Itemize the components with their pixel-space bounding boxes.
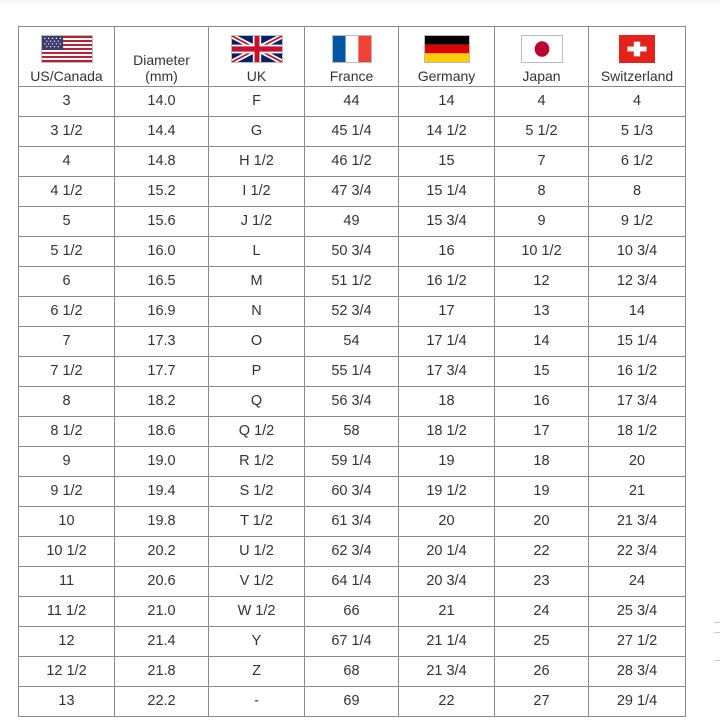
switzerland-size-cell: 27 1/2	[589, 627, 686, 657]
header-japan	[495, 27, 589, 87]
japan-size-cell: 9	[495, 207, 589, 237]
table-row	[19, 207, 686, 237]
table-row	[19, 117, 686, 147]
switzerland-size-cell: 4	[589, 87, 686, 117]
france-size-cell: 56 3/4	[305, 387, 399, 417]
table-row	[19, 537, 686, 567]
table-row	[19, 147, 686, 177]
edge-mark	[714, 632, 720, 633]
japan-size-cell: 23	[495, 567, 589, 597]
germany-size-cell: 21	[399, 597, 495, 627]
france-size-cell: 44	[305, 87, 399, 117]
switzerland-size-cell: 14	[589, 297, 686, 327]
uk-size-cell: -	[209, 687, 305, 717]
diameter-cell: 21.0	[115, 597, 209, 627]
uk-size-cell: W 1/2	[209, 597, 305, 627]
france-size-cell: 61 3/4	[305, 507, 399, 537]
japan-size-cell: 13	[495, 297, 589, 327]
japan-size-cell: 20	[495, 507, 589, 537]
germany-size-cell: 18	[399, 387, 495, 417]
us-size-cell: 8	[19, 387, 115, 417]
table-row	[19, 297, 686, 327]
diameter-cell: 19.8	[115, 507, 209, 537]
germany-size-cell: 21 1/4	[399, 627, 495, 657]
japan-size-cell: 10 1/2	[495, 237, 589, 267]
uk-size-cell: H 1/2	[209, 147, 305, 177]
japan-size-cell: 12	[495, 267, 589, 297]
japan-flag-icon	[521, 35, 563, 63]
us-size-cell: 9	[19, 447, 115, 477]
us-size-cell: 12	[19, 627, 115, 657]
header-germany	[399, 27, 495, 87]
switzerland-size-cell: 29 1/4	[589, 687, 686, 717]
diameter-cell: 20.6	[115, 567, 209, 597]
us-size-cell: 11 1/2	[19, 597, 115, 627]
uk-size-cell: Q	[209, 387, 305, 417]
france-size-cell: 51 1/2	[305, 267, 399, 297]
top-edge-shadow	[0, 0, 720, 6]
table-row	[19, 387, 686, 417]
us-size-cell: 5 1/2	[19, 237, 115, 267]
france-size-cell: 59 1/4	[305, 447, 399, 477]
header-japan-label: Japan	[522, 68, 561, 84]
germany-size-cell: 21 3/4	[399, 657, 495, 687]
france-size-cell: 64 1/4	[305, 567, 399, 597]
switzerland-size-cell: 25 3/4	[589, 597, 686, 627]
us-size-cell: 3 1/2	[19, 117, 115, 147]
header-us-canada	[19, 27, 115, 87]
us-size-cell: 11	[19, 567, 115, 597]
germany-size-cell: 17 1/4	[399, 327, 495, 357]
ring-size-conversion-table	[18, 26, 686, 717]
switzerland-size-cell: 17 3/4	[589, 387, 686, 417]
switzerland-size-cell: 15 1/4	[589, 327, 686, 357]
germany-size-cell: 16	[399, 237, 495, 267]
diameter-cell: 17.3	[115, 327, 209, 357]
france-size-cell: 55 1/4	[305, 357, 399, 387]
france-size-cell: 58	[305, 417, 399, 447]
germany-size-cell: 17 3/4	[399, 357, 495, 387]
germany-size-cell: 20 3/4	[399, 567, 495, 597]
switzerland-size-cell: 5 1/3	[589, 117, 686, 147]
uk-size-cell: O	[209, 327, 305, 357]
table-row	[19, 477, 686, 507]
uk-size-cell: S 1/2	[209, 477, 305, 507]
japan-size-cell: 16	[495, 387, 589, 417]
diameter-cell: 19.0	[115, 447, 209, 477]
uk-size-cell: F	[209, 87, 305, 117]
switzerland-size-cell: 20	[589, 447, 686, 477]
table-row	[19, 567, 686, 597]
header-us-canada-label: US/Canada	[30, 68, 103, 84]
table-row	[19, 327, 686, 357]
japan-size-cell: 15	[495, 357, 589, 387]
header-france-label: France	[329, 68, 374, 84]
japan-size-cell: 19	[495, 477, 589, 507]
france-size-cell: 68	[305, 657, 399, 687]
france-size-cell: 50 3/4	[305, 237, 399, 267]
japan-size-cell: 27	[495, 687, 589, 717]
germany-size-cell: 14	[399, 87, 495, 117]
japan-size-cell: 7	[495, 147, 589, 177]
japan-size-cell: 18	[495, 447, 589, 477]
diameter-cell: 14.0	[115, 87, 209, 117]
table-body	[19, 87, 686, 717]
diameter-cell: 18.2	[115, 387, 209, 417]
uk-size-cell: P	[209, 357, 305, 387]
diameter-cell: 14.8	[115, 147, 209, 177]
table-row	[19, 417, 686, 447]
germany-size-cell: 18 1/2	[399, 417, 495, 447]
us-size-cell: 7	[19, 327, 115, 357]
france-size-cell: 47 3/4	[305, 177, 399, 207]
japan-size-cell: 26	[495, 657, 589, 687]
header-uk	[209, 27, 305, 87]
japan-size-cell: 17	[495, 417, 589, 447]
us-size-cell: 9 1/2	[19, 477, 115, 507]
diameter-cell: 16.9	[115, 297, 209, 327]
uk-size-cell: Q 1/2	[209, 417, 305, 447]
uk-size-cell: M	[209, 267, 305, 297]
switzerland-size-cell: 9 1/2	[589, 207, 686, 237]
us-size-cell: 6 1/2	[19, 297, 115, 327]
japan-size-cell: 24	[495, 597, 589, 627]
germany-size-cell: 16 1/2	[399, 267, 495, 297]
uk-size-cell: Y	[209, 627, 305, 657]
table-row	[19, 267, 686, 297]
us-size-cell: 5	[19, 207, 115, 237]
table-row	[19, 657, 686, 687]
france-size-cell: 54	[305, 327, 399, 357]
france-size-cell: 60 3/4	[305, 477, 399, 507]
uk-size-cell: L	[209, 237, 305, 267]
table-row	[19, 597, 686, 627]
uk-size-cell: I 1/2	[209, 177, 305, 207]
diameter-cell: 18.6	[115, 417, 209, 447]
germany-size-cell: 19 1/2	[399, 477, 495, 507]
diameter-cell: 14.4	[115, 117, 209, 147]
germany-size-cell: 19	[399, 447, 495, 477]
france-size-cell: 49	[305, 207, 399, 237]
header-germany-label: Germany	[417, 68, 476, 84]
uk-size-cell: V 1/2	[209, 567, 305, 597]
germany-size-cell: 22	[399, 687, 495, 717]
switzerland-size-cell: 21	[589, 477, 686, 507]
diameter-cell: 17.7	[115, 357, 209, 387]
france-size-cell: 52 3/4	[305, 297, 399, 327]
us-size-cell: 6	[19, 267, 115, 297]
switzerland-size-cell: 8	[589, 177, 686, 207]
switzerland-flag-icon	[619, 35, 655, 63]
uk-size-cell: N	[209, 297, 305, 327]
france-size-cell: 67 1/4	[305, 627, 399, 657]
france-size-cell: 45 1/4	[305, 117, 399, 147]
japan-size-cell: 5 1/2	[495, 117, 589, 147]
diameter-cell: 21.4	[115, 627, 209, 657]
us-size-cell: 4 1/2	[19, 177, 115, 207]
diameter-cell: 20.2	[115, 537, 209, 567]
uk-size-cell: J 1/2	[209, 207, 305, 237]
diameter-cell: 21.8	[115, 657, 209, 687]
switzerland-size-cell: 6 1/2	[589, 147, 686, 177]
uk-size-cell: G	[209, 117, 305, 147]
table-row	[19, 237, 686, 267]
us-size-cell: 12 1/2	[19, 657, 115, 687]
germany-size-cell: 15	[399, 147, 495, 177]
france-size-cell: 69	[305, 687, 399, 717]
header-switzerland	[589, 27, 686, 87]
edge-mark	[714, 622, 720, 623]
header-france	[305, 27, 399, 87]
germany-size-cell: 14 1/2	[399, 117, 495, 147]
japan-size-cell: 22	[495, 537, 589, 567]
diameter-cell: 15.2	[115, 177, 209, 207]
switzerland-size-cell: 10 3/4	[589, 237, 686, 267]
germany-size-cell: 15 3/4	[399, 207, 495, 237]
table-row	[19, 687, 686, 717]
diameter-cell: 15.6	[115, 207, 209, 237]
edge-mark	[714, 660, 720, 661]
us-flag-icon	[41, 35, 93, 63]
us-size-cell: 3	[19, 87, 115, 117]
diameter-cell: 19.4	[115, 477, 209, 507]
header-uk-label: UK	[246, 68, 267, 84]
diameter-cell: 16.5	[115, 267, 209, 297]
header-diameter-label: Diameter (mm)	[133, 52, 190, 84]
diameter-cell: 16.0	[115, 237, 209, 267]
us-size-cell: 13	[19, 687, 115, 717]
table-row	[19, 177, 686, 207]
uk-flag-icon	[231, 35, 283, 63]
table-row	[19, 507, 686, 537]
germany-size-cell: 20	[399, 507, 495, 537]
uk-size-cell: Z	[209, 657, 305, 687]
germany-flag-icon	[424, 35, 470, 63]
france-size-cell: 62 3/4	[305, 537, 399, 567]
table-row	[19, 447, 686, 477]
us-size-cell: 7 1/2	[19, 357, 115, 387]
diameter-cell: 22.2	[115, 687, 209, 717]
japan-size-cell: 4	[495, 87, 589, 117]
japan-size-cell: 8	[495, 177, 589, 207]
france-size-cell: 46 1/2	[305, 147, 399, 177]
japan-size-cell: 14	[495, 327, 589, 357]
table-row	[19, 87, 686, 117]
us-size-cell: 4	[19, 147, 115, 177]
switzerland-size-cell: 21 3/4	[589, 507, 686, 537]
france-size-cell: 66	[305, 597, 399, 627]
uk-size-cell: T 1/2	[209, 507, 305, 537]
table-row	[19, 357, 686, 387]
us-size-cell: 10	[19, 507, 115, 537]
switzerland-size-cell: 16 1/2	[589, 357, 686, 387]
us-size-cell: 10 1/2	[19, 537, 115, 567]
germany-size-cell: 17	[399, 297, 495, 327]
header-switzerland-label: Switzerland	[600, 68, 674, 84]
germany-size-cell: 15 1/4	[399, 177, 495, 207]
switzerland-size-cell: 24	[589, 567, 686, 597]
header-row	[19, 27, 686, 87]
us-size-cell: 8 1/2	[19, 417, 115, 447]
switzerland-size-cell: 18 1/2	[589, 417, 686, 447]
table-row	[19, 627, 686, 657]
japan-size-cell: 25	[495, 627, 589, 657]
header-diameter	[115, 27, 209, 87]
france-flag-icon	[332, 35, 372, 63]
switzerland-size-cell: 12 3/4	[589, 267, 686, 297]
uk-size-cell: R 1/2	[209, 447, 305, 477]
uk-size-cell: U 1/2	[209, 537, 305, 567]
germany-size-cell: 20 1/4	[399, 537, 495, 567]
switzerland-size-cell: 28 3/4	[589, 657, 686, 687]
switzerland-size-cell: 22 3/4	[589, 537, 686, 567]
